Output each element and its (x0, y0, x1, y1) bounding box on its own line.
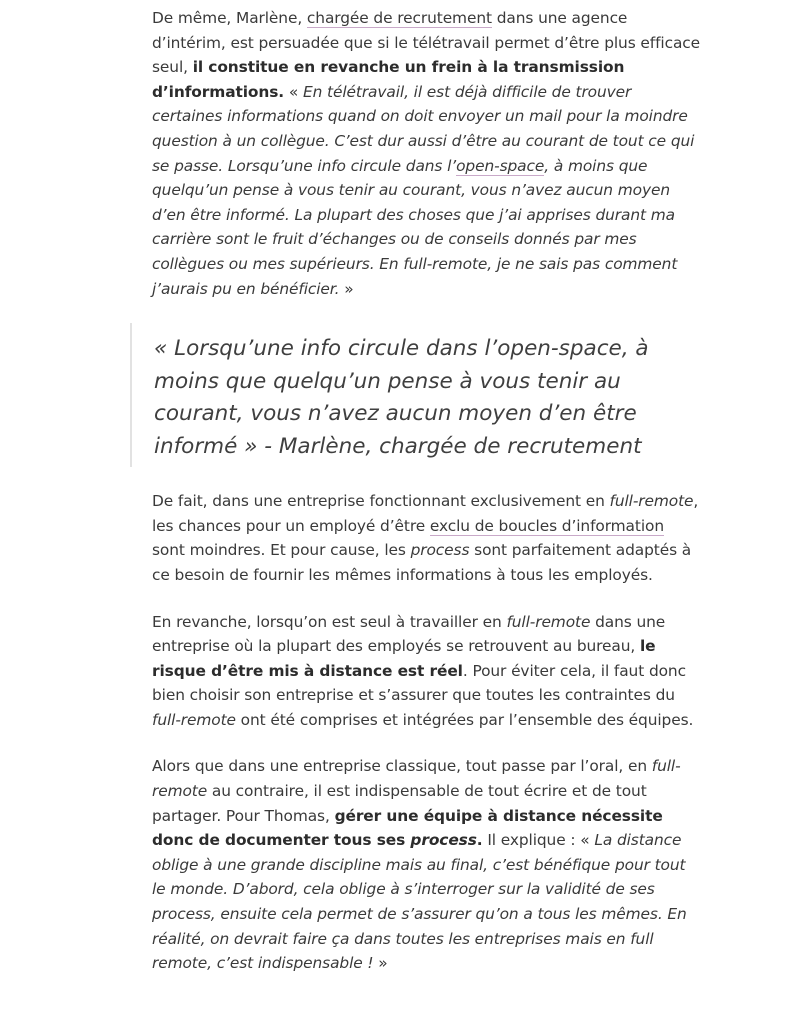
bold-text: . (476, 831, 483, 850)
text: , les chances pour un employé d’être (152, 492, 699, 535)
bold-text: le risque d’être mis à distance est réel (152, 637, 656, 680)
paragraph-full-remote (152, 489, 700, 587)
text: De fait, dans une entreprise fonctionnant exclusivement en (152, 492, 610, 511)
text: De même, Marlène, (152, 9, 307, 27)
bold-text: il constitue en revanche un frein à la transmission d’informations. (152, 58, 625, 101)
italic-text: full-remote (609, 492, 694, 511)
text: ont été comprises et intégrées par l’ensemble des équipes. (235, 710, 694, 729)
quote-text: , à moins que quelqu’un pense à vous tenir au courant, vous n’avez aucun moyen d’en être informé. La plupart des choses que j’ai apprises durant ma carrière sont le fruit d’échanges ou de conseils donnés par mes collègues ou mes supérieurs. En full-remote, je ne sais pas comment j’aurais pu en bénéficier. (152, 156, 678, 298)
link-open-space[interactable] (456, 157, 544, 176)
pull-quote: « Lorsqu’une info circule dans l’open-space, à moins que quelqu’un pense à vous tenir au courant, vous n’avez aucun moyen d’en être informé » - Marlène, chargée de recrutement (130, 323, 700, 467)
bold-text: gérer une équipe à distance nécessite donc de documenter tous ses (152, 806, 663, 850)
text: » (339, 279, 354, 298)
text: « (284, 82, 303, 101)
text: Alors que dans une entreprise classique, tout passe par l’oral, en (152, 757, 652, 776)
text: En revanche, lorsqu’on est seul à travailler en (152, 612, 507, 631)
text: au contraire, il est indispensable de tout écrire et de tout partager. Pour Thomas, (152, 782, 647, 825)
italic-text: full-remote (152, 757, 681, 801)
text: sont moindres. Et pour cause, les (152, 541, 411, 560)
bold-italic-text: process (410, 831, 477, 850)
paragraph-marlene (152, 6, 700, 301)
text: Il explique : « (482, 831, 595, 850)
link-chargee-de-recrutement[interactable]: chargée de recrutement (306, 9, 492, 27)
paragraph-documenter (152, 754, 700, 975)
text: sont parfaitement adaptés à ce besoin de fournir les mêmes informations à tous les employés. (152, 541, 692, 584)
text: » (373, 954, 388, 973)
italic-text: full-remote (152, 710, 236, 729)
quote-text: La distance oblige à une grande discipline mais au final, c’est bénéfique pour tout le monde. D’abord, cela oblige à s’interroger sur la validité de ses process, ensuite cela permet de s’assurer qu’on a tous les mêmes. En réalité, on devrait faire ça dans toutes les entreprises mais en full remote, c’est indispensable ! (152, 831, 687, 973)
text: dans une entreprise où la plupart des employés se retrouvent au bureau, (152, 612, 666, 656)
quote-text: En télétravail, il est déjà difficile de trouver certaines informations quand on doit envoyer un mail pour la moindre question à un collègue. C’est dur aussi d’être au courant de tout ce qui se passe. Lorsqu’une info circule dans l’ (152, 82, 695, 175)
link-exclu-de-boucles[interactable]: exclu de boucles d’information (429, 516, 664, 535)
italic-text: full-remote (506, 612, 591, 631)
text: . Pour éviter cela, il faut donc bien choisir son entreprise et s’assurer que toutes les contraintes du (152, 661, 686, 705)
article-body (152, 6, 700, 976)
link-label: open-space (456, 156, 545, 175)
italic-text: process (410, 541, 470, 560)
text: dans une agence d’intérim, est persuadée que si le télétravail permet d’être plus efficace seul, (152, 9, 701, 77)
paragraph-risque (152, 610, 700, 733)
